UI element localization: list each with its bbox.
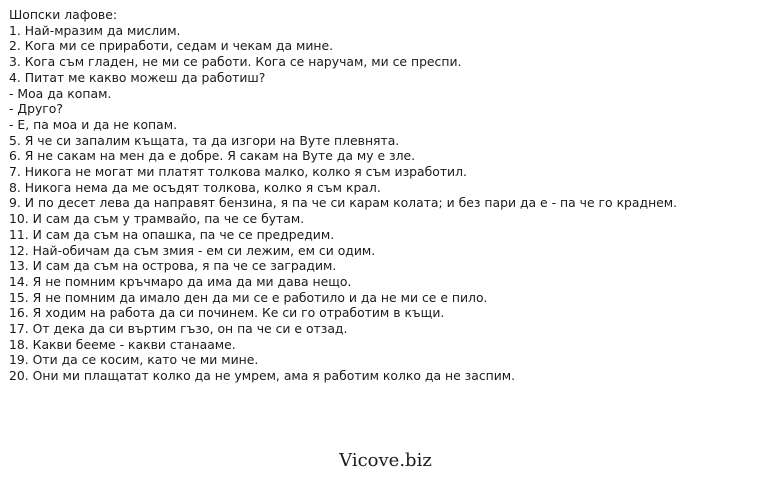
joke-line: 20. Они ми плащатат колко да не умрем, ама я работим колко да не заспим. xyxy=(9,368,516,384)
joke-line: 16. Я ходим на работа да си починем. Ке си го отработим в къщи. xyxy=(9,305,445,321)
joke-line: 5. Я че си запалим къщата, та да изгори на Вуте плевнята. xyxy=(9,132,400,148)
joke-line: 11. И сам да съм на опашка, па че се предредим. xyxy=(9,226,335,242)
joke-line: 15. Я не помним да имало ден да ми се е работило и да не ми се е пило. xyxy=(9,289,488,305)
joke-line: 17. От дека да си въртим гъзо, он па че си е отзад. xyxy=(9,321,348,337)
joke-line: 14. Я не помним кръчмаро да има да ми дава нещо. xyxy=(9,273,352,289)
jokes-text-block xyxy=(9,7,761,384)
joke-line: - Е, па моа и да не копам. xyxy=(9,116,178,132)
joke-line: 18. Какви бееме - какви станааме. xyxy=(9,336,236,352)
site-watermark: Vicove.biz xyxy=(339,450,432,471)
joke-line: 13. И сам да съм на острова, я па че се заградим. xyxy=(9,258,337,274)
joke-line: - Моа да копам. xyxy=(9,85,112,101)
joke-line: 10. И сам да съм у трамвайо, па че се бутам. xyxy=(9,211,305,227)
document-title: Шопски лафове: xyxy=(9,7,118,22)
joke-line: 6. Я не сакам на мен да е добре. Я сакам на Вуте да му е зле. xyxy=(9,148,416,164)
joke-line: 9. И по десет лева да направят бензина, я па че си карам колата; и без пари да е - па че го краднем. xyxy=(9,195,678,211)
joke-line: 4. Питат ме какво можеш да работиш? xyxy=(9,69,266,85)
joke-line: 8. Никога нема да ме осъдят толкова, колко я съм крал. xyxy=(9,179,381,195)
joke-line: 1. Най-мразим да мислим. xyxy=(9,22,181,38)
joke-line: 7. Никога не могат ми платят толкова малко, колко я съм изработил. xyxy=(9,164,467,180)
joke-line: 12. Най-обичам да съм змия - ем си лежим, ем си одим. xyxy=(9,242,376,258)
joke-line: 19. Оти да се косим, като че ми мине. xyxy=(9,352,259,368)
joke-line: 3. Кога съм гладен, не ми се работи. Кога се наручам, ми се преспи. xyxy=(9,54,462,70)
joke-line: - Друго? xyxy=(9,101,63,117)
joke-line: 2. Кога ми се приработи, седам и чекам да мине. xyxy=(9,38,334,54)
